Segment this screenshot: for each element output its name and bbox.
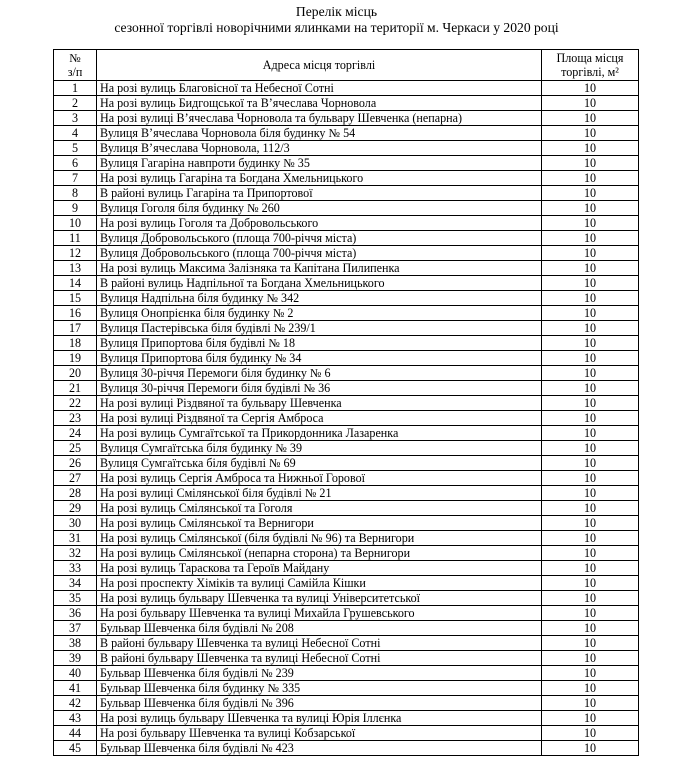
row-number: 26	[54, 456, 97, 471]
row-number: 17	[54, 321, 97, 336]
table-row	[54, 426, 639, 441]
table-row	[54, 366, 639, 381]
row-area: 10	[542, 396, 639, 411]
row-area: 10	[542, 336, 639, 351]
table-row	[54, 141, 639, 156]
row-address: Вулиця Сумгаїтська біля будинку № 39	[97, 441, 542, 456]
row-area: 10	[542, 696, 639, 711]
row-number: 21	[54, 381, 97, 396]
row-address: Вулиця В’ячеслава Чорновола, 112/3	[97, 141, 542, 156]
table-row	[54, 531, 639, 546]
row-area: 10	[542, 531, 639, 546]
table-row	[54, 471, 639, 486]
row-area: 10	[542, 231, 639, 246]
row-area: 10	[542, 276, 639, 291]
row-area: 10	[542, 291, 639, 306]
table-row	[54, 156, 639, 171]
row-area: 10	[542, 201, 639, 216]
table-row	[54, 276, 639, 291]
row-number: 1	[54, 81, 97, 96]
table-row	[54, 501, 639, 516]
header-number	[54, 50, 97, 81]
row-number: 13	[54, 261, 97, 276]
row-number: 37	[54, 621, 97, 636]
row-number: 38	[54, 636, 97, 651]
row-number: 3	[54, 111, 97, 126]
row-address: На розі вулиць Смілянської (біля будівлі № 96) та Вернигори	[97, 531, 542, 546]
row-area: 10	[542, 351, 639, 366]
table-row	[54, 651, 639, 666]
table-row	[54, 516, 639, 531]
row-area: 10	[542, 726, 639, 741]
table-row	[54, 231, 639, 246]
row-number: 5	[54, 141, 97, 156]
table-row	[54, 636, 639, 651]
table-row	[54, 336, 639, 351]
table-row	[54, 621, 639, 636]
row-area: 10	[542, 606, 639, 621]
row-number: 8	[54, 186, 97, 201]
row-number: 32	[54, 546, 97, 561]
row-area: 10	[542, 246, 639, 261]
table-row	[54, 321, 639, 336]
row-area: 10	[542, 591, 639, 606]
title-line-2: сезонної торгівлі новорічними ялинками на території м. Черкаси у 2020 році	[114, 20, 559, 35]
row-number: 4	[54, 126, 97, 141]
row-area: 10	[542, 456, 639, 471]
row-address: На розі вулиці В’ячеслава Чорновола та бульвару Шевченка (непарна)	[97, 111, 542, 126]
table-row	[54, 441, 639, 456]
table-row	[54, 741, 639, 756]
row-area: 10	[542, 666, 639, 681]
row-number: 27	[54, 471, 97, 486]
table-row	[54, 351, 639, 366]
row-number: 35	[54, 591, 97, 606]
row-address: На розі бульвару Шевченка та вулиці Михайла Грушевського	[97, 606, 542, 621]
row-address: На розі вулиць Сергія Амброса та Нижньої Горової	[97, 471, 542, 486]
row-number: 34	[54, 576, 97, 591]
row-address: В районі вулиць Гагаріна та Припортової	[97, 186, 542, 201]
row-area: 10	[542, 366, 639, 381]
row-number: 2	[54, 96, 97, 111]
row-number: 33	[54, 561, 97, 576]
row-area: 10	[542, 486, 639, 501]
row-number: 22	[54, 396, 97, 411]
table-row	[54, 561, 639, 576]
row-address: На розі вулиць бульвару Шевченка та вулиці Юрія Іллєнка	[97, 711, 542, 726]
row-number: 12	[54, 246, 97, 261]
row-address: Вулиця 30-річчя Перемоги біля будинку № 6	[97, 366, 542, 381]
header-area-line-1: Площа місця	[556, 51, 624, 65]
row-area: 10	[542, 576, 639, 591]
table-row	[54, 201, 639, 216]
row-address: Вулиця Гагаріна навпроти будинку № 35	[97, 156, 542, 171]
row-area: 10	[542, 126, 639, 141]
row-address: В районі вулиць Надпільної та Богдана Хмельницького	[97, 276, 542, 291]
row-area: 10	[542, 636, 639, 651]
row-address: Вулиця Добровольського (площа 700-річчя міста)	[97, 246, 542, 261]
row-address: На розі вулиць Смілянської та Гоголя	[97, 501, 542, 516]
row-address: На розі вулиці Різдвяної та бульвару Шевченка	[97, 396, 542, 411]
row-number: 11	[54, 231, 97, 246]
row-number: 23	[54, 411, 97, 426]
row-area: 10	[542, 216, 639, 231]
row-number: 29	[54, 501, 97, 516]
row-number: 39	[54, 651, 97, 666]
row-area: 10	[542, 261, 639, 276]
row-area: 10	[542, 411, 639, 426]
table-row	[54, 291, 639, 306]
row-area: 10	[542, 306, 639, 321]
row-address: Вулиця Гоголя біля будинку № 260	[97, 201, 542, 216]
row-address: На розі вулиці Смілянської біля будівлі № 21	[97, 486, 542, 501]
header-number-line-2: з/п	[67, 65, 83, 79]
row-area: 10	[542, 516, 639, 531]
row-address: На розі бульвару Шевченка та вулиці Кобзарської	[97, 726, 542, 741]
header-address: Адреса місця торгівлі	[97, 50, 542, 81]
row-area: 10	[542, 681, 639, 696]
row-area: 10	[542, 741, 639, 756]
row-number: 9	[54, 201, 97, 216]
table-row	[54, 381, 639, 396]
table-row	[54, 411, 639, 426]
row-area: 10	[542, 561, 639, 576]
row-number: 19	[54, 351, 97, 366]
row-address: В районі бульвару Шевченка та вулиці Небесної Сотні	[97, 651, 542, 666]
row-number: 15	[54, 291, 97, 306]
table-row	[54, 546, 639, 561]
row-address: На розі проспекту Хіміків та вулиці Самійла Кішки	[97, 576, 542, 591]
table-row	[54, 696, 639, 711]
row-area: 10	[542, 471, 639, 486]
table-row	[54, 261, 639, 276]
row-address: Бульвар Шевченка біля будинку № 335	[97, 681, 542, 696]
row-address: На розі вулиць Тараскова та Героїв Майдану	[97, 561, 542, 576]
row-area: 10	[542, 111, 639, 126]
locations-table	[53, 49, 639, 756]
row-area: 10	[542, 141, 639, 156]
row-area: 10	[542, 381, 639, 396]
table-body	[54, 81, 639, 756]
row-address: На розі вулиці Різдвяної та Сергія Амброса	[97, 411, 542, 426]
row-address: В районі бульвару Шевченка та вулиці Небесної Сотні	[97, 636, 542, 651]
table-row	[54, 171, 639, 186]
header-number-line-1: №	[69, 51, 81, 65]
header-area	[542, 50, 639, 81]
row-address: На розі вулиць Гоголя та Добровольського	[97, 216, 542, 231]
title-line-1: Перелік місць	[295, 4, 378, 19]
table-row	[54, 681, 639, 696]
row-address: На розі вулиць Смілянської та Вернигори	[97, 516, 542, 531]
row-number: 42	[54, 696, 97, 711]
row-address: Вулиця Припортова біля будівлі № 18	[97, 336, 542, 351]
row-number: 7	[54, 171, 97, 186]
row-number: 14	[54, 276, 97, 291]
table-row	[54, 711, 639, 726]
row-area: 10	[542, 711, 639, 726]
row-number: 36	[54, 606, 97, 621]
table-row	[54, 606, 639, 621]
row-address: Вулиця Припортова біля будинку № 34	[97, 351, 542, 366]
row-number: 31	[54, 531, 97, 546]
table-row	[54, 396, 639, 411]
row-address: Вулиця Онопрієнка біля будинку № 2	[97, 306, 542, 321]
row-number: 43	[54, 711, 97, 726]
row-number: 25	[54, 441, 97, 456]
row-address: Вулиця В’ячеслава Чорновола біля будинку № 54	[97, 126, 542, 141]
row-address: Бульвар Шевченка біля будівлі № 423	[97, 741, 542, 756]
table-row	[54, 186, 639, 201]
row-number: 6	[54, 156, 97, 171]
row-address: На розі вулиць Бидгощської та В’ячеслава Чорновола	[97, 96, 542, 111]
row-address: Вулиця Добровольського (площа 700-річчя міста)	[97, 231, 542, 246]
row-area: 10	[542, 186, 639, 201]
table-row	[54, 576, 639, 591]
row-address: На розі вулиць Смілянської (непарна сторона) та Вернигори	[97, 546, 542, 561]
table-row	[54, 81, 639, 96]
table-row	[54, 591, 639, 606]
row-number: 45	[54, 741, 97, 756]
row-area: 10	[542, 426, 639, 441]
row-area: 10	[542, 546, 639, 561]
table-row	[54, 306, 639, 321]
row-area: 10	[542, 96, 639, 111]
row-number: 18	[54, 336, 97, 351]
row-address: Вулиця Надпільна біля будинку № 342	[97, 291, 542, 306]
table-row	[54, 666, 639, 681]
row-area: 10	[542, 156, 639, 171]
row-number: 24	[54, 426, 97, 441]
document-title	[0, 4, 673, 36]
row-address: Бульвар Шевченка біля будівлі № 396	[97, 696, 542, 711]
row-number: 28	[54, 486, 97, 501]
row-number: 20	[54, 366, 97, 381]
table-row	[54, 246, 639, 261]
table-header-row	[54, 50, 639, 81]
table-row	[54, 456, 639, 471]
table-row	[54, 111, 639, 126]
row-address: На розі вулиць Благовісної та Небесної Сотні	[97, 81, 542, 96]
row-number: 41	[54, 681, 97, 696]
row-area: 10	[542, 81, 639, 96]
row-number: 44	[54, 726, 97, 741]
row-address: На розі вулиць бульвару Шевченка та вулиці Університетської	[97, 591, 542, 606]
row-address: Вулиця Пастерівська біля будівлі № 239/1	[97, 321, 542, 336]
table-row	[54, 96, 639, 111]
row-number: 30	[54, 516, 97, 531]
row-address: Вулиця 30-річчя Перемоги біля будівлі № 36	[97, 381, 542, 396]
row-number: 40	[54, 666, 97, 681]
row-area: 10	[542, 651, 639, 666]
row-area: 10	[542, 621, 639, 636]
row-address: Бульвар Шевченка біля будівлі № 208	[97, 621, 542, 636]
row-area: 10	[542, 441, 639, 456]
table-row	[54, 216, 639, 231]
table-row	[54, 486, 639, 501]
row-area: 10	[542, 321, 639, 336]
row-area: 10	[542, 171, 639, 186]
row-area: 10	[542, 501, 639, 516]
row-address: На розі вулиць Максима Залізняка та Капітана Пилипенка	[97, 261, 542, 276]
row-number: 10	[54, 216, 97, 231]
table-row	[54, 726, 639, 741]
header-area-line-2: торгівлі, м²	[561, 65, 619, 79]
row-address: Бульвар Шевченка біля будівлі № 239	[97, 666, 542, 681]
row-number: 16	[54, 306, 97, 321]
row-address: Вулиця Сумгаїтська біля будівлі № 69	[97, 456, 542, 471]
row-address: На розі вулиць Гагаріна та Богдана Хмельницького	[97, 171, 542, 186]
table-row	[54, 126, 639, 141]
row-address: На розі вулиць Сумгаїтської та Прикордонника Лазаренка	[97, 426, 542, 441]
